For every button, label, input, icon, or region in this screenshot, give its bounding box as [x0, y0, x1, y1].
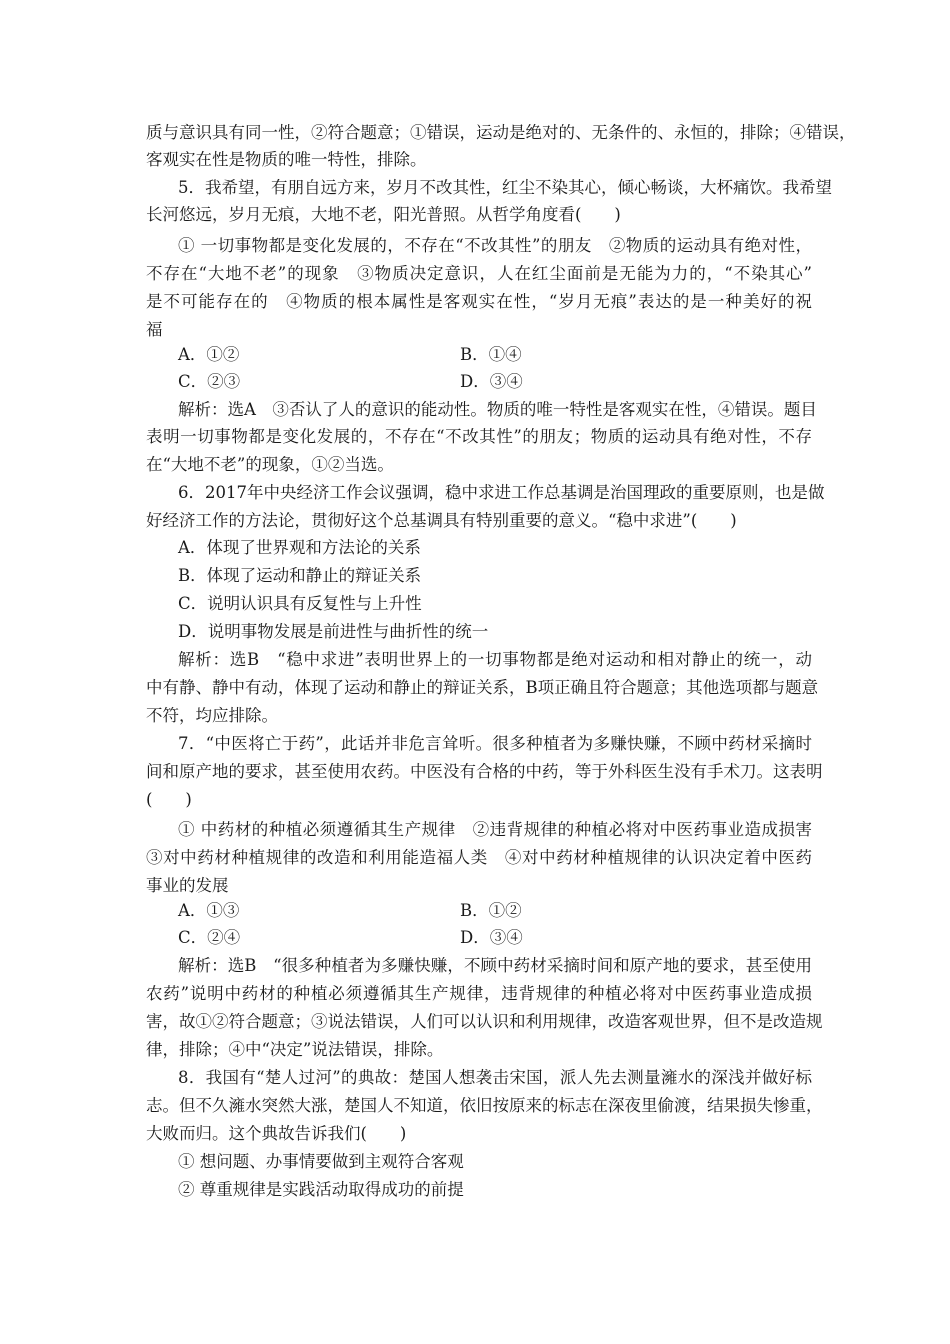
- option-c: C．②④: [178, 928, 241, 947]
- statement-line: 福: [146, 320, 163, 339]
- text-line: ( ): [146, 790, 192, 809]
- statement-line: ① 一切事物都是变化发展的，不存在“不改其性”的朋友 ②物质的运动具有绝对性，: [178, 236, 812, 255]
- text-line: 客观实在性是物质的唯一特性，排除。: [146, 150, 427, 169]
- option-a: A．①③: [178, 901, 240, 920]
- answer-analysis: 解析：选B “稳中求进”表明世界上的一切事物都是绝对运动和相对静止的统一，动: [178, 650, 812, 669]
- text-line: 质与意识具有同一性，②符合题意；①错误，运动是绝对的、无条件的、永恒的，排除；④错误，: [146, 123, 856, 142]
- question-6-stem: 6．2017年中央经济工作会议强调，稳中求进工作总基调是治国理政的重要原则，也是做: [178, 483, 825, 502]
- statement-line: ② 尊重规律是实践活动取得成功的前提: [178, 1180, 464, 1199]
- answer-analysis: 害，故①②符合题意；③说法错误，人们可以认识和利用规律，改造客观世界，但不是改造规: [146, 1012, 823, 1031]
- text-line: 好经济工作的方法论，贯彻好这个总基调具有特别重要的意义。“稳中求进”( ): [146, 511, 737, 530]
- option-d: D．③④: [460, 372, 523, 391]
- statement-line: 事业的发展: [146, 876, 229, 895]
- text-line: 长河悠远，岁月无痕，大地不老，阳光普照。从哲学角度看( ): [146, 205, 621, 224]
- statement-line: ① 想问题、办事情要做到主观符合客观: [178, 1152, 464, 1171]
- text-line: 大败而归。这个典故告诉我们( ): [146, 1124, 407, 1143]
- text-line: 间和原产地的要求，甚至使用农药。中医没有合格的中药，等于外科医生没有手术刀。这表明: [146, 762, 823, 781]
- option-b: B．体现了运动和静止的辩证关系: [178, 566, 422, 585]
- statement-line: 不存在“大地不老”的现象 ③物质决定意识，人在红尘面前是无能为力的，“不染其心”: [146, 264, 812, 283]
- answer-analysis: 不符，均应排除。: [146, 706, 278, 725]
- option-a: A．①②: [178, 345, 240, 364]
- option-c: C．说明认识具有反复性与上升性: [178, 594, 422, 613]
- answer-analysis: 农药”说明中药材的种植必须遵循其生产规律，违背规律的种植必将对中医药事业造成损: [146, 984, 812, 1003]
- statement-line: ③对中药材种植规律的改造和利用能造福人类 ④对中药材种植规律的认识决定着中医药: [146, 848, 812, 867]
- statement-line: 是不可能存在的 ④物质的根本属性是客观实在性，“岁月无痕”表达的是一种美好的祝: [146, 292, 812, 311]
- answer-analysis: 在“大地不老”的现象，①②当选。: [146, 455, 394, 474]
- option-d: D．说明事物发展是前进性与曲折性的统一: [178, 622, 489, 641]
- statement-line: ① 中药材的种植必须遵循其生产规律 ②违背规律的种植必将对中医药事业造成损害: [178, 820, 812, 839]
- question-5-stem: 5．我希望，有朋自远方来，岁月不改其性，红尘不染其心，倾心畅谈，大杯痛饮。我希望: [178, 178, 832, 197]
- option-a: A．体现了世界观和方法论的关系: [178, 538, 421, 557]
- answer-analysis: 解析：选B “很多种植者为多赚快赚，不顾中药材采摘时间和原产地的要求，甚至使用: [178, 956, 812, 975]
- answer-analysis: 中有静、静中有动，体现了运动和静止的辩证关系，B项正确且符合题意；其他选项都与题意: [146, 678, 819, 697]
- question-7-stem: 7．“中医将亡于药”，此话并非危言耸听。很多种植者为多赚快赚，不顾中药材采摘时: [178, 734, 812, 753]
- text-line: 志。但不久澭水突然大涨，楚国人不知道，依旧按原来的标志在深夜里偷渡，结果损失惨重，: [146, 1096, 823, 1115]
- answer-analysis: 律，排除；④中“决定”说法错误，排除。: [146, 1040, 444, 1059]
- option-b: B．①④: [460, 345, 522, 364]
- option-c: C．②③: [178, 372, 241, 391]
- question-8-stem: 8．我国有“楚人过河”的典故：楚国人想袭击宋国，派人先去测量澭水的深浅并做好标: [178, 1068, 812, 1087]
- answer-analysis: 解析：选A ③否认了人的意识的能动性。物质的唯一特性是客观实在性，④错误。题目: [178, 400, 817, 419]
- option-d: D．③④: [460, 928, 523, 947]
- answer-analysis: 表明一切事物都是变化发展的，不存在“不改其性”的朋友；物质的运动具有绝对性，不存: [146, 427, 812, 446]
- option-b: B．①②: [460, 901, 522, 920]
